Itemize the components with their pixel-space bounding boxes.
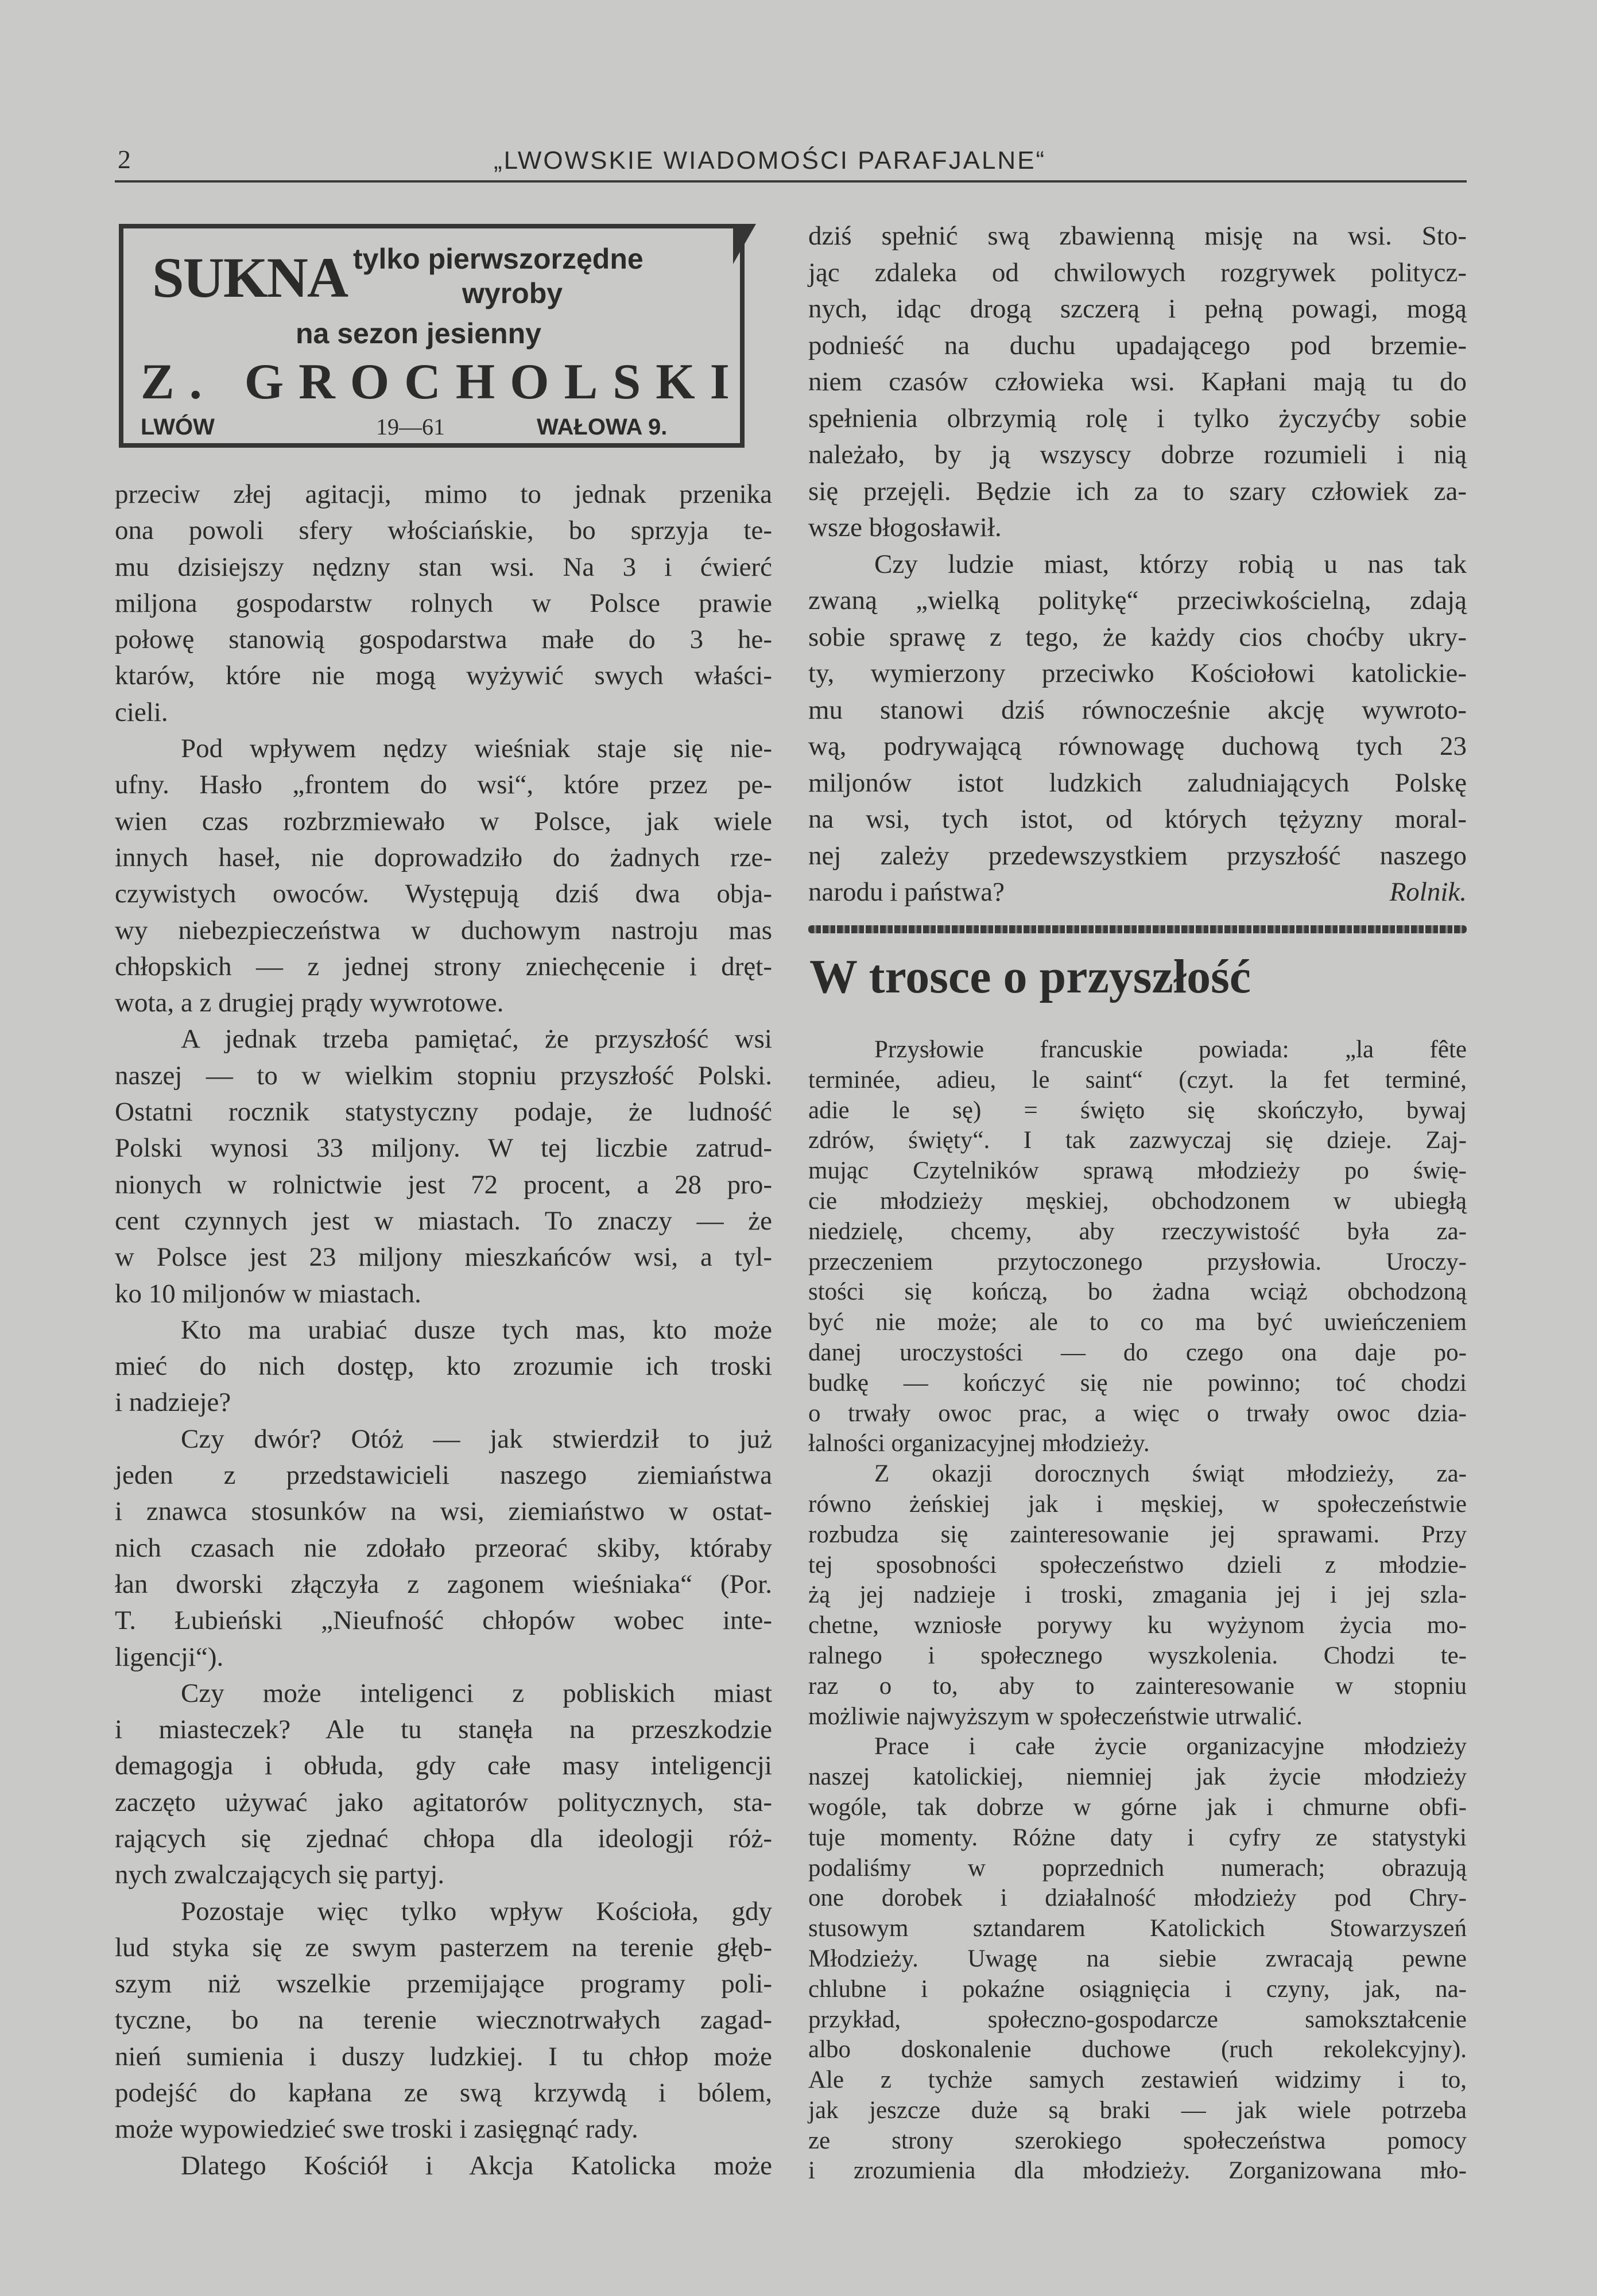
text-line: należało, by ją wszyscy dobrze rozumieli i nią	[808, 440, 1467, 470]
text-line: jąc zdaleka od chwilowych rozgrywek politycz-	[808, 257, 1467, 288]
text-line: chłopskich — z jednej strony zniechęcenie i dręt-	[115, 951, 772, 982]
text-line: naszej — to w wielkim stopniu przyszłość Polski.	[115, 1060, 772, 1091]
text-line: ze strony szerokiego społeczeństwa pomocy	[808, 2127, 1467, 2154]
ad-city: LWÓW	[141, 414, 215, 440]
text-line: być nie może; ale to co ma być uwieńczeniem	[808, 1309, 1467, 1336]
right-column-article-text	[808, 218, 1467, 911]
text-line: wota, a z drugiej prądy wywrotowe.	[115, 988, 504, 1018]
text-line: podnieść na duchu upadającego pod brzemie-	[808, 330, 1467, 360]
article-body	[808, 1035, 1467, 2186]
text-line: ko 10 miljonów w miastach.	[115, 1278, 421, 1309]
text-line: i nadzieje?	[115, 1387, 231, 1418]
text-line: narodu i państwa? Rolnik.	[808, 874, 1467, 911]
text-line: możliwie najwyższym w społeczeństwie utrwalić.	[808, 1702, 1303, 1730]
text-line: adie le sę) = święto się skończyło, bywaj	[808, 1096, 1467, 1124]
text-line: ufny. Hasło „frontem do wsi“, które przez pe-	[115, 770, 772, 800]
text-line: nych zwalczających się partyj.	[115, 1860, 445, 1890]
text-line: cie młodzieży męskiej, obchodzonem w ubiegłą	[808, 1187, 1467, 1215]
text-line: wą, podrywającą równowagę duchową tych 23	[808, 731, 1467, 761]
text-line: Pod wpływem nędzy wieśniak staje się nie-	[181, 734, 772, 764]
text-line: niem czasów człowieka wsi. Kapłani mają tu do	[808, 367, 1467, 397]
text-line: połowę stanowią gospodarstwa małe do 3 he-	[115, 625, 772, 655]
text-line: chetne, wzniosłe porywy ku wyżynom życia mo-	[808, 1612, 1467, 1639]
text-line: nień sumienia i duszy ludzkiej. I tu chłop może	[115, 2041, 772, 2072]
text-line: nionych w rolnictwie jest 72 procent, a 28 pro-	[115, 1169, 772, 1200]
text-line: Przysłowie francuskie powiada: „la fête	[874, 1036, 1467, 1063]
text-line: Kto ma urabiać dusze tych mas, kto może	[181, 1314, 772, 1345]
text-line: Ale z tychże samych zestawień widzimy i to,	[808, 2066, 1467, 2094]
text-line: mu dzisiejszy nędzny stan wsi. Na 3 i ćwierć	[115, 552, 772, 582]
text-line: i miasteczek? Ale tu stanęła na przeszkodzie	[115, 1715, 772, 1745]
ornamental-divider	[808, 925, 1467, 933]
text-line: tuje momenty. Różne daty i cyfry ze statystyki	[808, 1824, 1467, 1851]
article-title: W trosce o przyszłość	[809, 950, 1251, 1003]
text-line: raz o to, aby to zainteresowanie w stopniu	[808, 1672, 1467, 1700]
author-signature: Rolnik.	[1389, 877, 1467, 907]
text-line: Prace i całe życie organizacyjne młodzieży	[874, 1733, 1467, 1760]
ad-street: WAŁOWA 9.	[537, 414, 668, 440]
header-rule	[115, 180, 1467, 183]
text-line: sobie sprawę z tego, że każdy cios choćby ukry-	[808, 622, 1467, 652]
text-line: naszej katolickiej, niemniej jak życie młodzieży	[808, 1763, 1467, 1791]
text-line: tej sposobności społeczeństwo dzieli z młodzie-	[808, 1551, 1467, 1578]
text-line: budkę — kończyć się nie powinno; toć chodzi	[808, 1369, 1467, 1397]
text-line: zaczęto używać jako agitatorów politycznych, sta-	[115, 1787, 772, 1817]
text-line: może wypowiedzieć swe troski i zasięgnąć rady.	[115, 2114, 638, 2144]
text-line: miljonów istot ludzkich zaludniających Polskę	[808, 767, 1467, 798]
text-line: ktarów, które nie mogą wyżywić swych właści-	[115, 661, 772, 691]
text-line: Młodzieży. Uwagę na siebie zwracają pewne	[808, 1945, 1467, 1972]
text-line: Czy może inteligenci z pobliskich miast	[181, 1678, 772, 1708]
text-line: ty, wymierzony przeciwko Kościołowi katolickie-	[808, 658, 1467, 688]
text-line: innych haseł, nie doprowadziło do żadnych rze-	[115, 842, 772, 872]
ad-corner-mark	[733, 224, 756, 264]
text-line: mieć do nich dostęp, kto zrozumie ich troski	[115, 1351, 772, 1382]
text-line: wogóle, tak dobrze w górne jak i chmurne obfi-	[808, 1793, 1467, 1821]
text-line: terminée, adieu, le saint“ (czyt. la fet terminé,	[808, 1066, 1467, 1093]
page-number: 2	[118, 145, 131, 174]
text-line: stości się kończą, bo żadna wciąż obchodzoną	[808, 1278, 1467, 1306]
text-line: demagogja i obłuda, gdy całe masy inteligencji	[115, 1751, 772, 1781]
text-line: Polski wynosi 33 miljony. W tej liczbie zatrud-	[115, 1133, 772, 1163]
text-line: ligencji“).	[115, 1642, 224, 1672]
text-line: Ostatni rocznik statystyczny podaje, że ludność	[115, 1097, 772, 1127]
left-column-article-text	[115, 476, 772, 2184]
text-line: przeczeniem przytoczonego przysłowia. Uroczy-	[808, 1248, 1467, 1275]
text-line: zwaną „wielką politykę“ przeciwkościelną, zdają	[808, 585, 1467, 615]
ad-headline: SUKNA	[152, 246, 348, 309]
text-line: wien czas rozbrzmiewało w Polsce, jak wiele	[115, 806, 772, 836]
text-line: równo żeńskiej jak i męskiej, w społeczeństwie	[808, 1490, 1467, 1518]
text-line: cieli.	[115, 697, 168, 727]
ad-season: na sezon jesienny	[296, 317, 541, 350]
text-line: podaliśmy w poprzednich numerach; obrazują	[808, 1854, 1467, 1882]
text-line: spełnienia olbrzymią rolę i tylko życzyćby sobie	[808, 403, 1467, 433]
text-line: albo doskonalenie duchowe (ruch rekolekcyjny).	[808, 2036, 1467, 2064]
text-line: wsze błogosławił.	[808, 513, 1002, 542]
text-line: jeden z przedstawicieli naszego ziemiaństwa	[115, 1460, 772, 1491]
text-line: danej uroczystości — do czego ona daje po-	[808, 1339, 1467, 1366]
ad-tagline-2: wyroby	[462, 277, 563, 309]
text-line: nej zależy przedewszystkiem przyszłość naszego	[808, 840, 1467, 871]
text-line: Czy ludzie miast, którzy robią u nas tak	[874, 549, 1467, 579]
text-line: zdrów, święty“. I tak zazwyczaj się dzieje. Zaj-	[808, 1127, 1467, 1154]
text-line: rających się zjednać chłopa dla ideologji róż-	[115, 1823, 772, 1853]
text-line: podejść do kapłana ze swą krzywdą i bólem,	[115, 2078, 772, 2108]
text-line: żą jej nadzieje i troski, zmagania jej i jej szla-	[808, 1581, 1467, 1609]
text-line: ralnego i społecznego wyszkolenia. Chodzi te-	[808, 1642, 1467, 1669]
text-line: ona powoli sfery włościańskie, bo sprzyja te-	[115, 515, 772, 546]
text-line: szym niż wszelkie przemijające programy poli-	[115, 1969, 772, 1999]
text-line: rozbudza się zainteresowanie jej sprawami. Przy	[808, 1521, 1467, 1548]
text-line: dziś spełnić swą zbawienną misję na wsi. Sto-	[808, 221, 1467, 251]
text-line: one dorobek i działalność młodzieży pod Chry-	[808, 1884, 1467, 1912]
ad-merchant-name: Z. GROCHOLSKI	[141, 354, 745, 410]
text-line: nych, idąc drogą szczerą i pełną powagi, mogą	[808, 294, 1467, 324]
text-line: łalności organizacyjnej młodzieży.	[808, 1430, 1150, 1457]
text-line: nich czasach nie zdołało przeorać skiby, któraby	[115, 1533, 772, 1563]
text-line: A jednak trzeba pamiętać, że przyszłość wsi	[181, 1024, 772, 1054]
text-line: niedzielę, chcemy, aby rzeczywistość była za-	[808, 1217, 1467, 1245]
text-line: i zrozumienia dla młodzieży. Zorganizowana mło-	[808, 2157, 1467, 2185]
text-line: w Polsce jest 23 miljony mieszkańców wsi, a tyl-	[115, 1242, 772, 1273]
advertisement-box	[119, 224, 745, 448]
text-line: mu stanowi dziś równocześnie akcję wywroto-	[808, 695, 1467, 725]
text-line: lud styka się ze swym pasterzem na terenie głęb-	[115, 1932, 772, 1963]
text-line: Z okazji dorocznych świąt młodzieży, za-	[874, 1460, 1467, 1488]
text-line: stusowym sztandarem Katolickich Stowarzyszeń	[808, 1915, 1467, 1942]
text-line: i znawca stosunków na wsi, ziemiaństwo w ostat-	[115, 1496, 772, 1527]
text-line: czywistych owoców. Występują dziś dwa obja-	[115, 879, 772, 909]
text-line: przeciw złej agitacji, mimo to jednak przenika	[115, 479, 772, 509]
text-line: łan dworski złączyła z zagonem wieśniaka“ (Por.	[115, 1569, 772, 1599]
text-line: Czy dwór? Otóż — jak stwierdził to już	[181, 1424, 772, 1454]
ad-phone: 19—61	[376, 414, 445, 440]
text-line: Dlatego Kościół i Akcja Katolicka może	[181, 2150, 772, 2181]
running-header-title: „LWOWSKIE WIADOMOŚCI PARAFJALNE“	[494, 146, 1046, 174]
text-line: chlubne i pokaźne osiągnięcia i czyny, jak, na-	[808, 1975, 1467, 2003]
text-line: wy niebezpieczeństwa w duchowym nastroju mas	[115, 915, 772, 945]
text-line: przykład, społeczno-gospodarcze samokształcenie	[808, 2006, 1467, 2033]
ad-tagline: tylko pierwszorzędne	[353, 243, 644, 275]
text-line: cent czynnych jest w miastach. To znaczy — że	[115, 1205, 772, 1236]
text-line: mując Czytelników sprawą młodzieży po świę-	[808, 1157, 1467, 1185]
text-line: tyczne, bo na terenie wiecznotrwałych zagad-	[115, 2005, 772, 2035]
text-line: Pozostaje więc tylko wpływ Kościoła, gdy	[181, 1896, 772, 1926]
text-line: o trwały owoc prac, a więc o trwały owoc dzia-	[808, 1399, 1467, 1427]
text-line: jak jeszcze duże są braki — jak wiele potrzeba	[808, 2096, 1467, 2124]
text-line: na wsi, tych istot, od których tężyzny moral-	[808, 804, 1467, 834]
text-line: się przejęli. Będzie ich za to szary człowiek za-	[808, 476, 1467, 506]
text-line: miljona gospodarstw rolnych w Polsce prawie	[115, 588, 772, 618]
text-line: T. Łubieński „Nieufność chłopów wobec inte-	[115, 1605, 772, 1636]
